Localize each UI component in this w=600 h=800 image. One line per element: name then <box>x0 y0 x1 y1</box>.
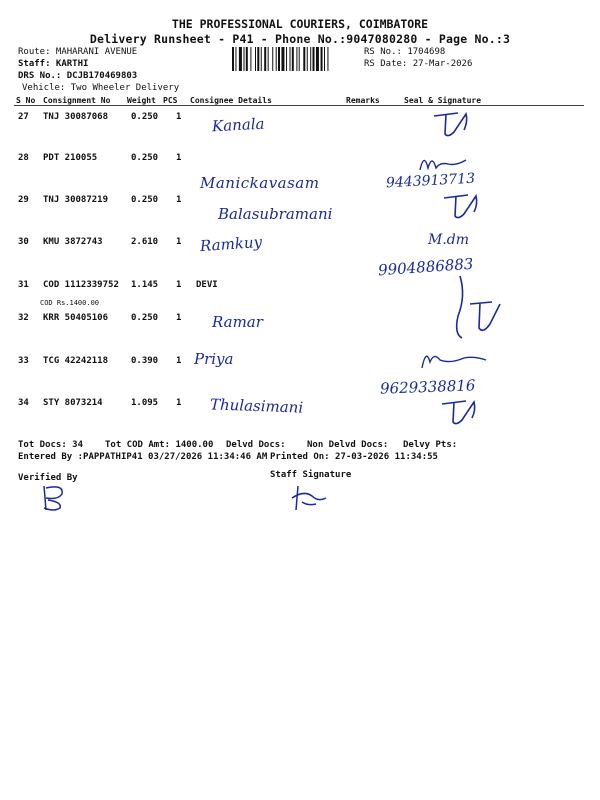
delvy-pts: Delvy Pts: <box>403 440 458 450</box>
row-sno: 34 <box>18 398 29 408</box>
row-pcs: 1 <box>176 237 182 247</box>
col-weight: Weight <box>127 96 156 105</box>
barcode <box>232 47 360 71</box>
handwritten-name: Kanala <box>211 114 265 136</box>
row-pcs: 1 <box>176 313 182 323</box>
row-pcs: 1 <box>176 356 182 366</box>
row-weight: 0.390 <box>131 356 159 366</box>
rs-number: RS No.: 1704698 <box>364 47 446 57</box>
delvd-docs: Delvd Docs: <box>226 440 286 450</box>
signature-mark <box>450 276 510 346</box>
verifier-signature <box>38 482 78 514</box>
signature-mark <box>430 108 480 138</box>
row-sno: 33 <box>18 356 29 366</box>
row-sno: 27 <box>18 112 29 122</box>
tot-cod-amount: Tot COD Amt: 1400.00 <box>105 440 214 450</box>
row-pcs: 1 <box>176 195 182 205</box>
row-sno: 29 <box>18 195 29 205</box>
row-weight: 0.250 <box>131 313 159 323</box>
vehicle-label: Vehicle: Two Wheeler Delivery <box>22 83 180 93</box>
row-consignment: KMU 3872743 <box>43 237 103 247</box>
col-seal: Seal & Signature <box>404 96 482 105</box>
signature-mark <box>440 190 490 220</box>
row-sno: 32 <box>18 313 29 323</box>
signature-mark <box>418 152 478 174</box>
row-pcs: 1 <box>176 280 182 290</box>
row-pcs: 1 <box>176 112 182 122</box>
company-title: THE PROFESSIONAL COURIERS, COIMBATORE <box>171 17 429 31</box>
row-consignment: COD 1112339752 <box>43 280 119 290</box>
row-weight: 2.610 <box>131 237 159 247</box>
staff-label: Staff: KARTHI <box>18 59 89 69</box>
row-pcs: 1 <box>176 153 182 163</box>
tot-docs: Tot Docs: 34 <box>18 440 84 450</box>
runsheet-title: Delivery Runsheet - P41 - Phone No.:9047080280 - Page No.:3 <box>89 32 511 46</box>
row-sno: 30 <box>18 237 29 247</box>
handwritten-name: Ramar <box>212 313 263 331</box>
staff-signature-label: Staff Signature <box>270 470 352 480</box>
signature-mark <box>438 396 488 426</box>
row-weight: 0.250 <box>131 112 159 122</box>
handwritten-phone: 9629338816 <box>379 376 476 398</box>
handwritten-name: Balasubramani <box>218 205 333 223</box>
handwritten-phone: 9904886883 <box>377 254 474 280</box>
verified-by-label: Verified By <box>18 473 78 483</box>
row-consignee: DEVI <box>196 280 218 290</box>
header-rule <box>14 105 584 106</box>
printed-on: Printed On: 27-03-2026 11:34:55 <box>270 452 438 462</box>
row-weight: 0.250 <box>131 153 159 163</box>
staff-signature <box>290 482 330 512</box>
col-consignee: Consignee Details <box>190 96 272 105</box>
handwritten-name: Thulasimani <box>209 395 304 417</box>
rs-date: RS Date: 27-Mar-2026 <box>364 59 473 69</box>
col-sno: S No <box>16 96 36 105</box>
row-consignment: STY 8073214 <box>43 398 103 408</box>
row-sno: 31 <box>18 280 29 290</box>
cod-note: COD Rs.1400.00 <box>40 299 100 307</box>
entered-by: Entered By :PAPPATHIP41 03/27/2026 11:34:46 AM <box>18 452 268 462</box>
handwritten-mark: M.dm <box>428 232 470 248</box>
route-label: Route: MAHARANI AVENUE <box>18 47 138 57</box>
col-pcs: PCS <box>163 96 178 105</box>
signature-mark <box>420 348 490 372</box>
handwritten-name: Priya <box>194 350 234 368</box>
col-consignment: Consignment No <box>43 96 111 105</box>
drs-label: DRS No.: DCJB170469803 <box>18 71 138 81</box>
row-sno: 28 <box>18 153 29 163</box>
row-consignment: TCG 42242118 <box>43 356 109 366</box>
handwritten-phone: 9443913713 <box>385 170 476 192</box>
row-consignment: TNJ 30087068 <box>43 112 109 122</box>
handwritten-name: Ramkuy <box>199 232 263 256</box>
col-remarks: Remarks <box>346 96 380 105</box>
row-weight: 0.250 <box>131 195 159 205</box>
non-delvd-docs: Non Delvd Docs: <box>307 440 389 450</box>
row-weight: 1.145 <box>131 280 159 290</box>
row-weight: 1.095 <box>131 398 159 408</box>
row-consignment: TNJ 30087219 <box>43 195 109 205</box>
handwritten-name: Manickavasam <box>200 174 320 192</box>
row-pcs: 1 <box>176 398 182 408</box>
row-consignment: PDT 210055 <box>43 153 98 163</box>
row-consignment: KRR 50405106 <box>43 313 109 323</box>
